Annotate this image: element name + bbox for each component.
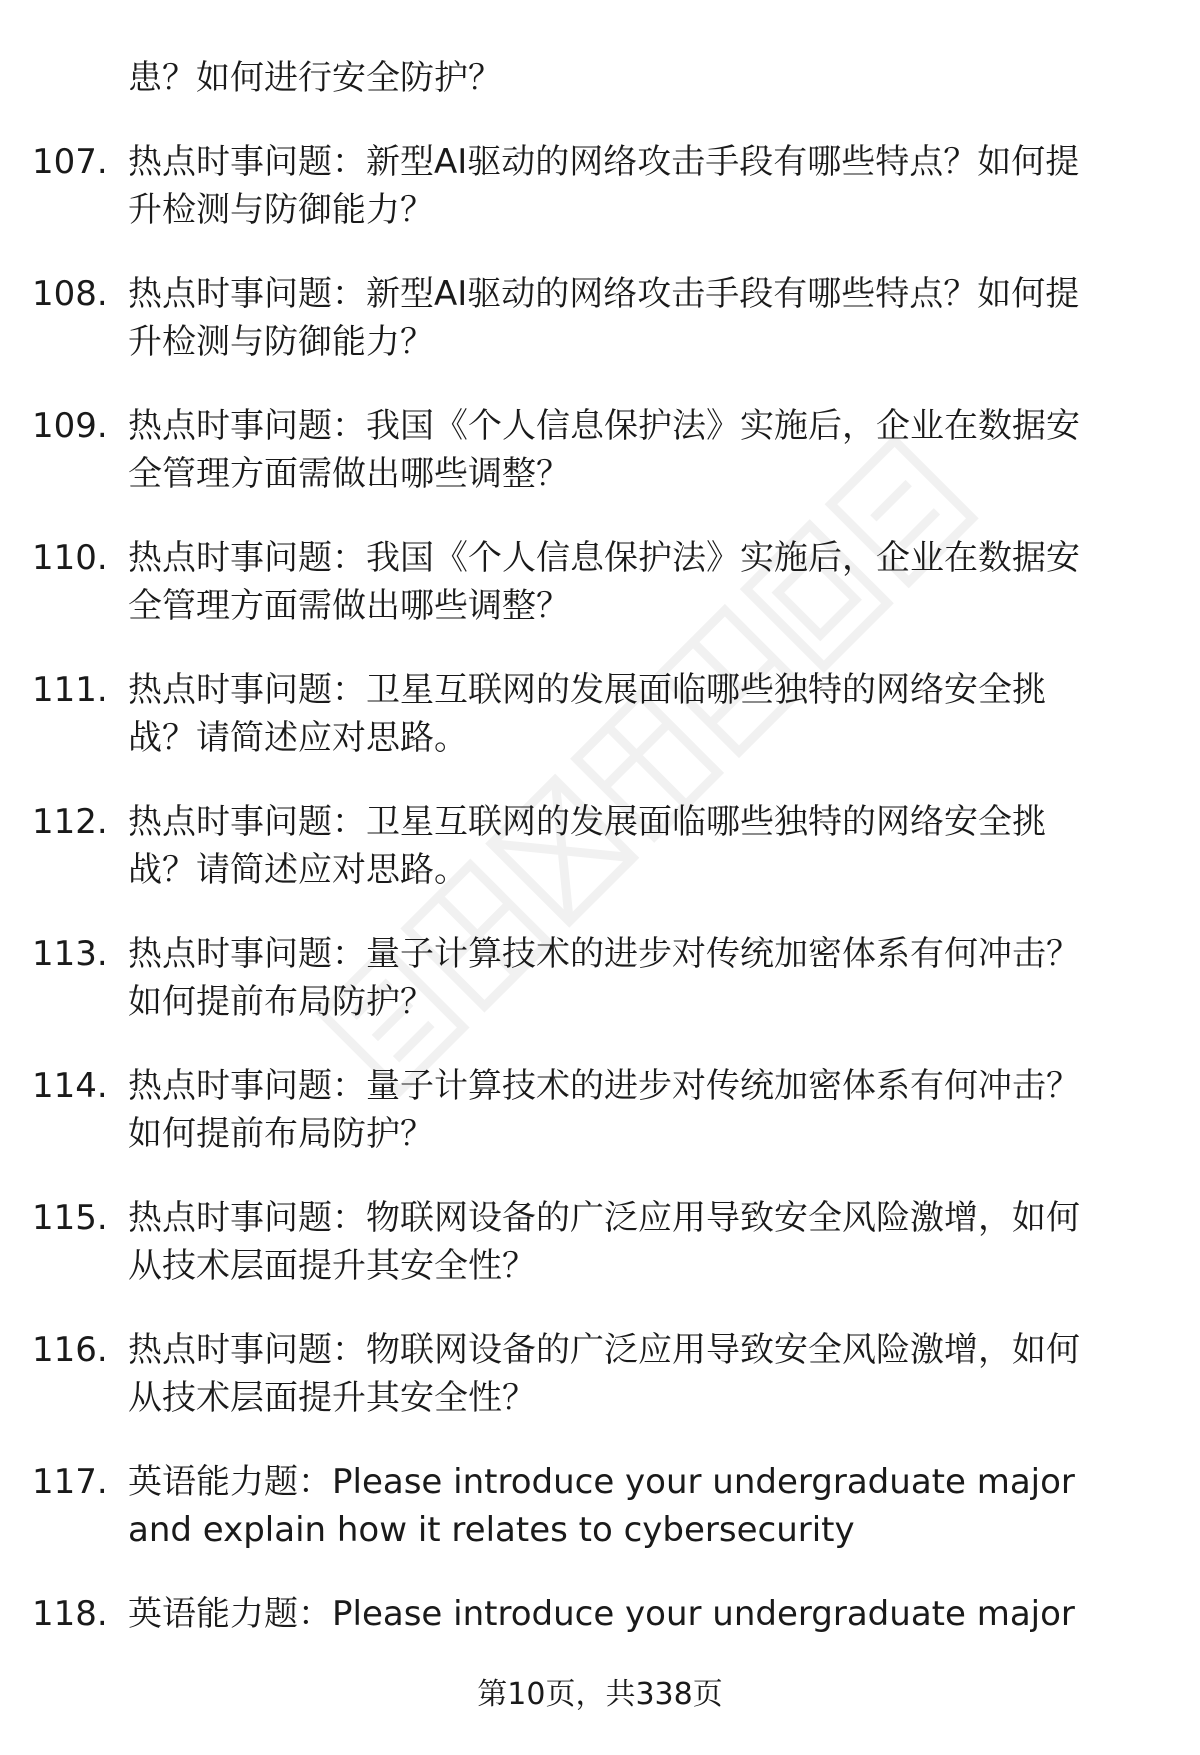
question-text-line: 热点时事问题：我国《个人信息保护法》实施后，企业在数据安 (128, 538, 1080, 578)
question-number: 118. (32, 1594, 108, 1634)
questions-container (0, 138, 1200, 1638)
question-text-line: 升检测与防御能力？ (128, 322, 434, 362)
question-text-line: 热点时事问题：量子计算技术的进步对传统加密体系有何冲击？ (128, 934, 1080, 974)
question-number: 117. (32, 1462, 108, 1502)
question-list (0, 54, 1200, 1674)
question-text-line: 热点时事问题：物联网设备的广泛应用导致安全风险激增，如何 (128, 1198, 1080, 1238)
question-text (128, 534, 1138, 630)
question-item (0, 1326, 1200, 1422)
question-number: 116. (32, 1330, 108, 1370)
question-number: 114. (32, 1066, 108, 1106)
question-text (128, 1062, 1138, 1158)
question-number: 111. (32, 670, 108, 710)
question-number: 108. (32, 274, 108, 314)
page-footer: 第10页，共338页 (477, 1677, 723, 1712)
question-text-line: and explain how it relates to cybersecurity (128, 1510, 855, 1550)
question-number: 110. (32, 538, 108, 578)
question-text-line: 从技术层面提升其安全性？ (128, 1378, 536, 1418)
question-text-line: 战？请简述应对思路。 (128, 850, 468, 890)
question-number: 109. (32, 406, 108, 446)
continued-text: 患？如何进行安全防护？ (128, 58, 502, 98)
question-number: 107. (32, 142, 108, 182)
question-text-line: 如何提前布局防护？ (128, 1114, 434, 1154)
question-text (128, 1194, 1138, 1290)
question-number: 115. (32, 1198, 108, 1238)
question-item (0, 270, 1200, 366)
question-text-line: 如何提前布局防护？ (128, 982, 434, 1022)
question-text (128, 1326, 1138, 1422)
question-text-line: 热点时事问题：我国《个人信息保护法》实施后，企业在数据安 (128, 406, 1080, 446)
question-text (128, 798, 1138, 894)
question-text-line: 英语能力题：Please introduce your undergraduate major (128, 1462, 1075, 1502)
question-text (128, 138, 1138, 234)
question-text-line: 全管理方面需做出哪些调整？ (128, 454, 570, 494)
question-text-line: 热点时事问题：卫星互联网的发展面临哪些独特的网络安全挑 (128, 802, 1046, 842)
question-text-line: 战？请简述应对思路。 (128, 718, 468, 758)
question-text (128, 270, 1138, 366)
question-text-line: 从技术层面提升其安全性？ (128, 1246, 536, 1286)
question-number: 112. (32, 802, 108, 842)
question-text-line: 热点时事问题：卫星互联网的发展面临哪些独特的网络安全挑 (128, 670, 1046, 710)
question-text (128, 1458, 1138, 1554)
question-item (0, 1062, 1200, 1158)
question-item (0, 402, 1200, 498)
question-text (128, 402, 1138, 498)
question-text-line: 英语能力题：Please introduce your undergraduate major (128, 1594, 1075, 1634)
question-item (0, 666, 1200, 762)
question-item (0, 1458, 1200, 1554)
question-text (128, 666, 1138, 762)
question-text (128, 930, 1138, 1026)
question-text-line: 全管理方面需做出哪些调整？ (128, 586, 570, 626)
question-text-line: 热点时事问题：物联网设备的广泛应用导致安全风险激增，如何 (128, 1330, 1080, 1370)
question-item (0, 1194, 1200, 1290)
question-item (0, 138, 1200, 234)
question-text-line: 热点时事问题：量子计算技术的进步对传统加密体系有何冲击？ (128, 1066, 1080, 1106)
question-text-line: 升检测与防御能力？ (128, 190, 434, 230)
question-text-line: 热点时事问题：新型AI驱动的网络攻击手段有哪些特点？如何提 (128, 142, 1080, 182)
question-number: 113. (32, 934, 108, 974)
question-text (128, 1590, 1138, 1638)
question-item (0, 534, 1200, 630)
question-item (0, 1590, 1200, 1638)
question-item (0, 798, 1200, 894)
question-item (0, 930, 1200, 1026)
question-text-line: 热点时事问题：新型AI驱动的网络攻击手段有哪些特点？如何提 (128, 274, 1080, 314)
